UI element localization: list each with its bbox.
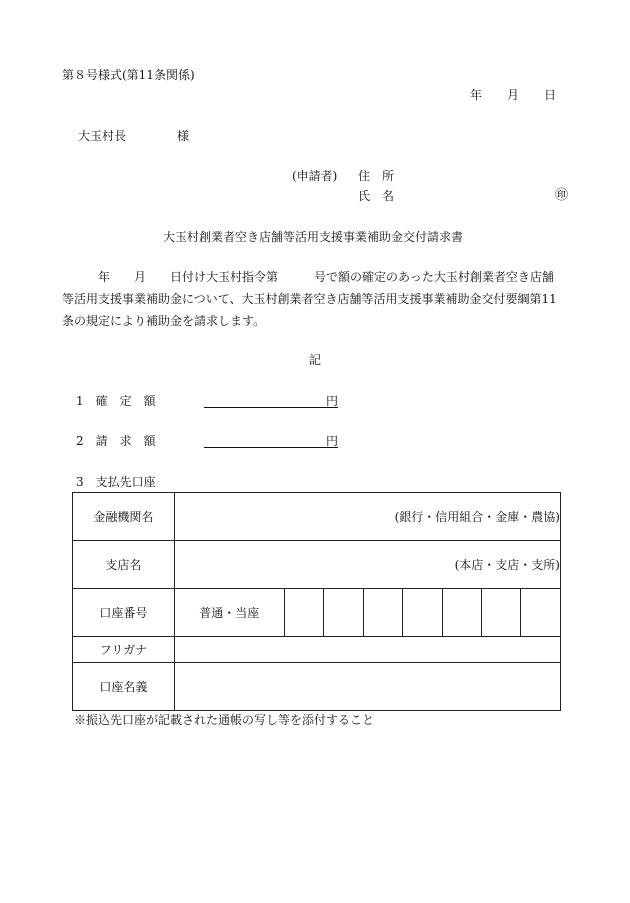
furigana-row	[73, 637, 561, 663]
seal-mark: ㊞	[555, 188, 569, 203]
attachment-note: ※振込先口座が記載された通帳の写し等を添付すること	[74, 713, 375, 727]
account-digit-cell[interactable]	[521, 589, 561, 637]
addressee-name: 大玉村長	[78, 129, 127, 143]
bank-types: (銀行・信用組合・金庫・農協)	[394, 510, 560, 524]
account-digit-cell[interactable]	[481, 589, 520, 637]
body-paragraph	[62, 266, 582, 332]
account-digit-cell[interactable]	[442, 589, 481, 637]
furigana-label: フリガナ	[73, 637, 175, 663]
date-day: 日	[544, 88, 557, 102]
account-digit-cell[interactable]	[363, 589, 402, 637]
bank-label: 金融機関名	[73, 493, 175, 541]
account-digit-cell[interactable]	[284, 589, 323, 637]
account-digit-cell[interactable]	[403, 589, 442, 637]
bank-field[interactable]	[174, 493, 560, 541]
body-line-3: 条の規定により補助金を請求します。	[62, 314, 266, 328]
ki-heading: 記	[309, 353, 322, 367]
confirmed-amount-line[interactable]	[204, 407, 338, 408]
date-month: 月	[507, 88, 520, 102]
confirmed-amount-unit: 円	[326, 394, 339, 408]
holder-row	[73, 663, 561, 711]
furigana-field[interactable]	[174, 637, 560, 663]
body-line-1: 年 月 日付け大玉村指令第 号で額の確定のあった大玉村創業者空き店舗	[62, 270, 554, 284]
branch-row	[73, 541, 561, 589]
bank-row	[73, 493, 561, 541]
holder-label: 口座名義	[73, 663, 175, 711]
account-number-row	[73, 589, 561, 637]
account-digit-cell[interactable]	[324, 589, 363, 637]
addressee-honorific: 様	[177, 129, 190, 143]
branch-types: (本店・支店・支所)	[454, 558, 560, 572]
account-type[interactable]: 普通・当座	[174, 589, 284, 637]
item-requested-amount-label: 2 請 求 額	[76, 434, 156, 448]
body-line-2: 等活用支援事業補助金について、大玉村創業者空き店舗等活用支援事業補助金交付要綱第11	[62, 292, 557, 306]
requested-amount-unit: 円	[326, 434, 339, 448]
item-confirmed-amount-label: 1 確 定 額	[76, 394, 156, 408]
account-table	[72, 492, 561, 711]
applicant-address-label: 住 所	[358, 169, 395, 183]
date-year: 年	[470, 88, 483, 102]
requested-amount-line[interactable]	[204, 447, 338, 448]
document-title: 大玉村創業者空き店舗等活用支援事業補助金交付請求書	[163, 230, 464, 244]
item-account-label: 3 支払先口座	[76, 475, 156, 489]
account-number-label: 口座番号	[73, 589, 175, 637]
applicant-name-label: 氏 名	[358, 189, 395, 203]
holder-field[interactable]	[174, 663, 560, 711]
form-number: 第８号様式(第11条関係)	[62, 68, 195, 82]
branch-label: 支店名	[73, 541, 175, 589]
applicant-role: (申請者)	[292, 169, 338, 183]
branch-field[interactable]	[174, 541, 560, 589]
